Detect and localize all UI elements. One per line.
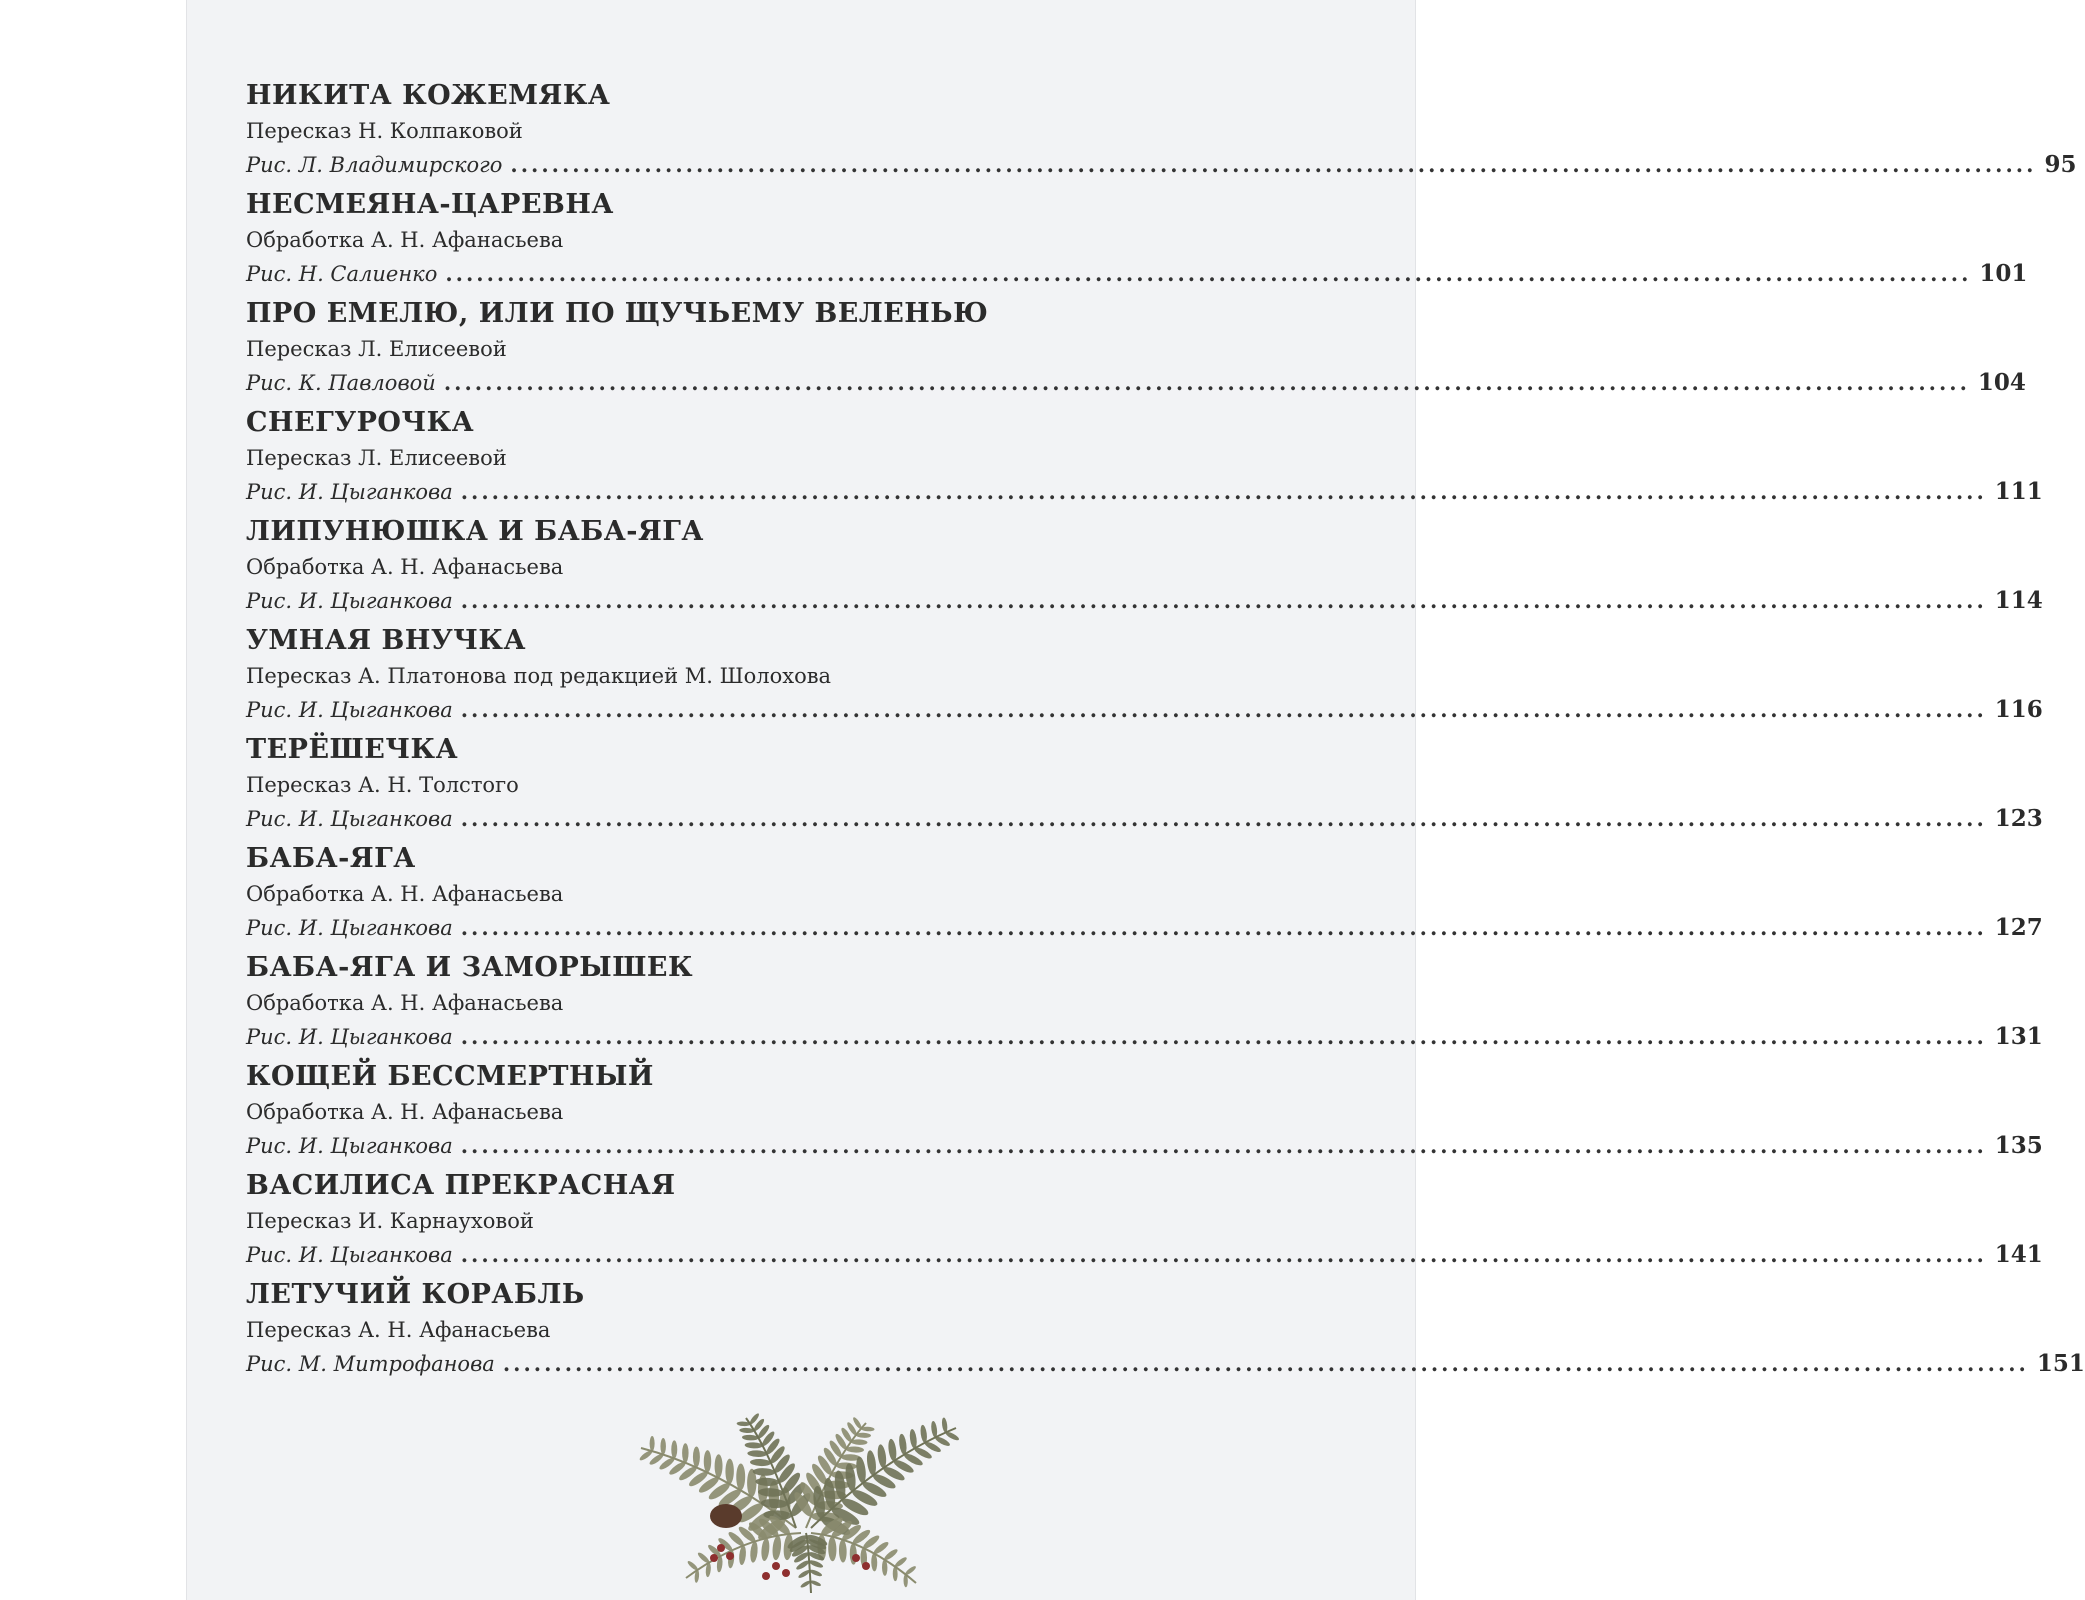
- story-title: БАБА-ЯГА: [246, 843, 416, 874]
- toc-entry: [246, 296, 2026, 405]
- page-number: 127: [1994, 914, 2043, 941]
- illustrator-credit: Рис. И. Цыганкова: [246, 1025, 453, 1049]
- book-page: [186, 0, 2085, 1600]
- story-title: УМНАЯ ВНУЧКА: [246, 625, 526, 656]
- table-of-contents: [246, 78, 2085, 1386]
- dot-leader: ....................................................................................................................................................: [460, 806, 1987, 831]
- dot-leader: ....................................................................................................................................................: [460, 1242, 1987, 1267]
- adaptation-credit: Пересказ Л. Елисеевой: [246, 446, 507, 470]
- story-title: НИКИТА КОЖЕМЯКА: [246, 80, 611, 111]
- page-number: 151: [2036, 1350, 2085, 1377]
- toc-entry: [246, 514, 2043, 623]
- toc-entry: [246, 78, 2077, 187]
- illustrator-line: [246, 802, 2043, 836]
- illustrator-credit: Рис. Л. Владимирского: [246, 153, 503, 177]
- dot-leader: ....................................................................................................................................................: [460, 1024, 1987, 1049]
- page-number: 111: [1994, 478, 2043, 505]
- page-number: 123: [1994, 805, 2043, 832]
- page-number: 135: [1994, 1132, 2043, 1159]
- illustrator-line: [246, 911, 2043, 945]
- adaptation-credit: Обработка А. Н. Афанасьева: [246, 882, 564, 906]
- adaptation-credit: Пересказ Л. Елисеевой: [246, 337, 507, 361]
- illustrator-credit: Рис. И. Цыганкова: [246, 807, 453, 831]
- illustrator-line: [246, 475, 2043, 509]
- illustrator-credit: Рис. К. Павловой: [246, 371, 436, 395]
- story-title: БАБА-ЯГА И ЗАМОРЫШЕК: [246, 952, 694, 983]
- dot-leader: ....................................................................................................................................................: [443, 370, 1970, 395]
- story-title: ПРО ЕМЕЛЮ, ИЛИ ПО ЩУЧЬЕМУ ВЕЛЕНЬЮ: [246, 298, 989, 329]
- illustrator-credit: Рис. Н. Салиенко: [246, 262, 438, 286]
- fern-branch-icon: [626, 1408, 966, 1598]
- illustrator-line: [246, 1020, 2043, 1054]
- page-number: 104: [1977, 369, 2026, 396]
- illustrator-line: [246, 584, 2043, 618]
- adaptation-credit: Пересказ Н. Колпаковой: [246, 119, 523, 143]
- toc-entry: [246, 841, 2043, 950]
- adaptation-credit: Пересказ А. Н. Афанасьева: [246, 1318, 551, 1342]
- story-title: КОЩЕЙ БЕССМЕРТНЫЙ: [246, 1061, 654, 1092]
- illustrator-credit: Рис. И. Цыганкова: [246, 589, 453, 613]
- dot-leader: ....................................................................................................................................................: [502, 1351, 2029, 1376]
- adaptation-credit: Обработка А. Н. Афанасьева: [246, 555, 564, 579]
- toc-entry: [246, 623, 2043, 732]
- illustrator-line: [246, 366, 2026, 400]
- page-number: 141: [1994, 1241, 2043, 1268]
- toc-entry: [246, 1059, 2043, 1168]
- story-title: ВАСИЛИСА ПРЕКРАСНАЯ: [246, 1170, 676, 1201]
- story-title: ЛИПУНЮШКА И БАБА-ЯГА: [246, 516, 704, 547]
- illustrator-line: [246, 257, 2028, 291]
- page-number: 114: [1994, 587, 2043, 614]
- dot-leader: ....................................................................................................................................................: [460, 1133, 1987, 1158]
- story-title: НЕСМЕЯНА-ЦАРЕВНА: [246, 189, 614, 220]
- page-number: 95: [2044, 151, 2077, 178]
- adaptation-credit: Обработка А. Н. Афанасьева: [246, 991, 564, 1015]
- illustrator-line: [246, 1347, 2085, 1381]
- page-number: 131: [1994, 1023, 2043, 1050]
- story-title: СНЕГУРОЧКА: [246, 407, 475, 438]
- story-title: ТЕРЁШЕЧКА: [246, 734, 459, 765]
- story-title: ЛЕТУЧИЙ КОРАБЛЬ: [246, 1279, 585, 1310]
- toc-entry: [246, 1277, 2085, 1386]
- illustrator-line: [246, 693, 2043, 727]
- page-number: 116: [1994, 696, 2043, 723]
- dot-leader: ....................................................................................................................................................: [460, 915, 1987, 940]
- page-number: 101: [1979, 260, 2028, 287]
- toc-entry: [246, 732, 2043, 841]
- illustrator-credit: Рис. И. Цыганкова: [246, 480, 453, 504]
- illustrator-credit: Рис. И. Цыганкова: [246, 916, 453, 940]
- dot-leader: ....................................................................................................................................................: [460, 697, 1987, 722]
- adaptation-credit: Пересказ И. Карнауховой: [246, 1209, 534, 1233]
- adaptation-credit: Обработка А. Н. Афанасьева: [246, 1100, 564, 1124]
- dot-leader: ....................................................................................................................................................: [460, 479, 1987, 504]
- illustrator-credit: Рис. И. Цыганкова: [246, 1134, 453, 1158]
- illustrator-credit: Рис. М. Митрофанова: [246, 1352, 495, 1376]
- adaptation-credit: Пересказ А. Н. Толстого: [246, 773, 519, 797]
- illustrator-line: [246, 1238, 2043, 1272]
- toc-entry: [246, 1168, 2043, 1277]
- illustrator-line: [246, 1129, 2043, 1163]
- adaptation-credit: Пересказ А. Платонова под редакцией М. Шолохова: [246, 664, 832, 688]
- dot-leader: ....................................................................................................................................................: [460, 588, 1987, 613]
- toc-entry: [246, 187, 2028, 296]
- illustrator-line: [246, 148, 2077, 182]
- illustrator-credit: Рис. И. Цыганкова: [246, 698, 453, 722]
- illustrator-credit: Рис. И. Цыганкова: [246, 1243, 453, 1267]
- adaptation-credit: Обработка А. Н. Афанасьева: [246, 228, 564, 252]
- toc-entry: [246, 405, 2043, 514]
- toc-entry: [246, 950, 2043, 1059]
- dot-leader: ....................................................................................................................................................: [510, 152, 2037, 177]
- dot-leader: ....................................................................................................................................................: [445, 261, 1972, 286]
